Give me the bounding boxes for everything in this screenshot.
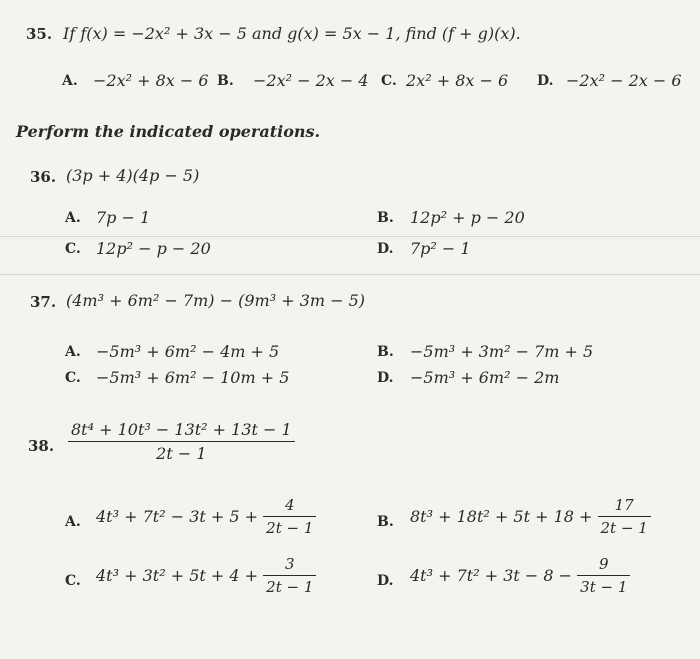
q37-option-a-letter: A. bbox=[65, 344, 81, 360]
q36-option-a-letter: A. bbox=[65, 210, 81, 226]
q38-option-c-fraction bbox=[263, 555, 316, 596]
q38-option-a-text: 4t³ + 7t² − 3t + 5 + bbox=[96, 507, 259, 526]
q36-stem: (3p + 4)(4p − 5) bbox=[66, 166, 200, 185]
q38-option-b[interactable] bbox=[410, 496, 651, 537]
q36-option-a-text[interactable]: 7p − 1 bbox=[96, 208, 151, 227]
q36-option-d-text[interactable]: 7p² − 1 bbox=[410, 239, 471, 258]
q37-option-d-text[interactable]: −5m³ + 6m² − 2m bbox=[410, 368, 560, 387]
q38-option-d-letter: D. bbox=[377, 573, 394, 589]
q37-number: 37. bbox=[30, 293, 57, 311]
q36-option-b-letter: B. bbox=[377, 210, 394, 226]
q38-option-b-fraction bbox=[598, 496, 651, 537]
q36-option-b-text[interactable]: 12p² + p − 20 bbox=[410, 208, 525, 227]
q37-option-c-text[interactable]: −5m³ + 6m² − 10m + 5 bbox=[96, 368, 290, 387]
q36-option-c-text[interactable]: 12p² − p − 20 bbox=[96, 239, 211, 258]
q38-denominator: 2t − 1 bbox=[68, 441, 295, 463]
q37-option-b-text[interactable]: −5m³ + 3m² − 7m + 5 bbox=[410, 342, 594, 361]
q35-option-c-letter: C. bbox=[381, 73, 397, 89]
q38-number: 38. bbox=[28, 437, 55, 455]
q38-option-b-letter: B. bbox=[377, 514, 394, 530]
q35-option-a-letter: A. bbox=[62, 73, 78, 89]
q38-option-d-text: 4t³ + 7t² + 3t − 8 − bbox=[410, 566, 573, 585]
q38-stem-fraction bbox=[68, 420, 295, 463]
q38-option-a-frac-den: 2t − 1 bbox=[263, 516, 316, 537]
q38-option-d[interactable] bbox=[410, 555, 630, 596]
q38-option-a-letter: A. bbox=[65, 514, 81, 530]
q37-option-d-letter: D. bbox=[377, 370, 394, 386]
q35-option-c-text[interactable]: 2x² + 8x − 6 bbox=[406, 71, 509, 90]
q35-option-d-letter: D. bbox=[537, 73, 554, 89]
scan-rule bbox=[0, 274, 700, 275]
q35-number: 35. bbox=[26, 25, 53, 43]
q38-option-c-letter: C. bbox=[65, 573, 81, 589]
scan-rule bbox=[0, 236, 700, 237]
q36-option-c-letter: C. bbox=[65, 241, 81, 257]
q38-option-c-frac-num: 3 bbox=[285, 555, 295, 573]
q38-option-c-text: 4t³ + 3t² + 5t + 4 + bbox=[96, 566, 259, 585]
q37-option-b-letter: B. bbox=[377, 344, 394, 360]
q38-option-a[interactable] bbox=[96, 496, 316, 537]
q36-number: 36. bbox=[30, 168, 57, 186]
q36-option-d-letter: D. bbox=[377, 241, 394, 257]
q35-option-b-text[interactable]: −2x² − 2x − 4 bbox=[253, 71, 369, 90]
q38-option-d-frac-den: 3t − 1 bbox=[577, 575, 630, 596]
q35-stem: If f(x) = −2x² + 3x − 5 and g(x) = 5x − 1, find (f + g)(x). bbox=[63, 24, 521, 43]
section-header: Perform the indicated operations. bbox=[16, 122, 321, 141]
q38-option-a-fraction bbox=[263, 496, 316, 537]
q38-numerator: 8t⁴ + 10t³ − 13t² + 13t − 1 bbox=[71, 420, 292, 439]
q37-stem: (4m³ + 6m² − 7m) − (9m³ + 3m − 5) bbox=[66, 291, 366, 310]
q37-option-c-letter: C. bbox=[65, 370, 81, 386]
q38-option-d-fraction bbox=[577, 555, 630, 596]
q35-option-a-text[interactable]: −2x² + 8x − 6 bbox=[93, 71, 209, 90]
q38-option-b-frac-den: 2t − 1 bbox=[598, 516, 651, 537]
q38-option-b-frac-num: 17 bbox=[614, 496, 634, 514]
q38-option-a-frac-num: 4 bbox=[285, 496, 295, 514]
q35-option-b-letter: B. bbox=[217, 73, 234, 89]
q38-option-d-frac-num: 9 bbox=[599, 555, 609, 573]
q38-option-b-text: 8t³ + 18t² + 5t + 18 + bbox=[410, 507, 593, 526]
q37-option-a-text[interactable]: −5m³ + 6m² − 4m + 5 bbox=[96, 342, 280, 361]
q38-option-c-frac-den: 2t − 1 bbox=[263, 575, 316, 596]
q38-option-c[interactable] bbox=[96, 555, 316, 596]
q35-option-d-text[interactable]: −2x² − 2x − 6 bbox=[566, 71, 682, 90]
